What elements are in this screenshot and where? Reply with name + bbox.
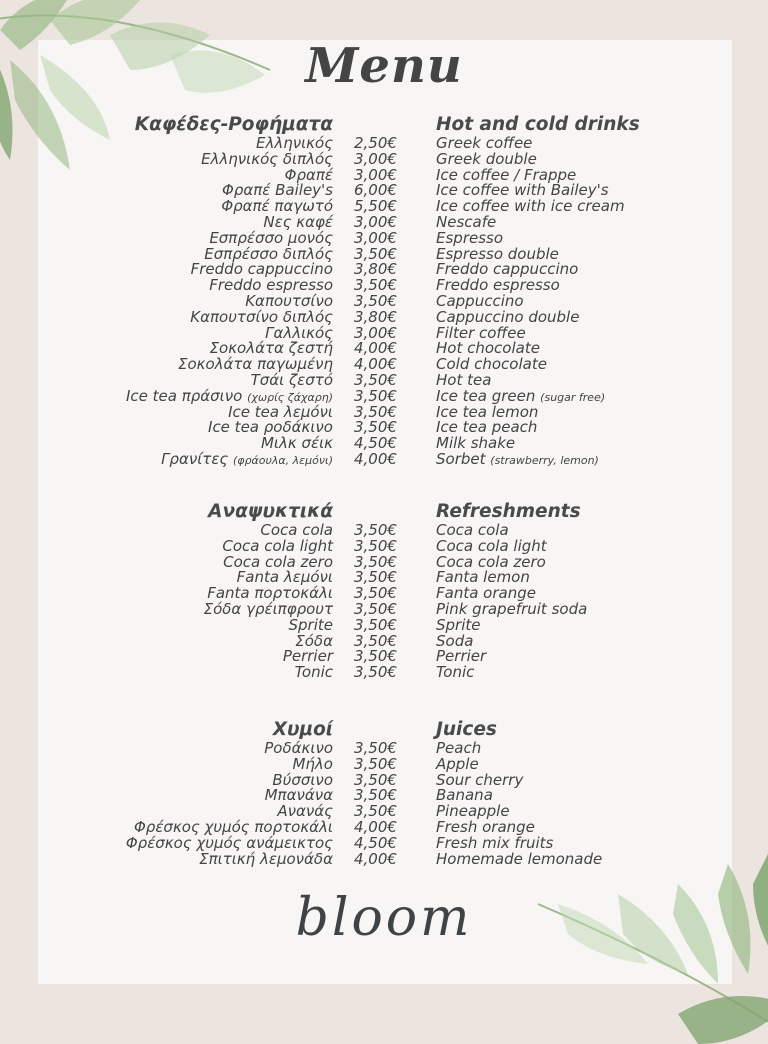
item-name-en: Cold chocolate <box>436 355 547 374</box>
item-name-en: Tonic <box>436 663 475 682</box>
item-price: 3,50€ <box>354 663 397 682</box>
item-price: 3,00€ <box>354 323 397 342</box>
item-list <box>0 741 768 867</box>
item-price: 3,50€ <box>354 291 397 310</box>
item-name-gr: Φραπέ παγωτό <box>221 197 333 216</box>
menu-item-row <box>0 449 768 468</box>
item-name-en: Freddo cappuccino <box>436 260 579 279</box>
item-price: 3,50€ <box>354 568 397 587</box>
item-name-en: Hot chocolate <box>436 339 540 358</box>
item-name-en: Greek double <box>436 149 537 168</box>
item-name-en: Sour cherry <box>436 770 524 789</box>
item-price: 3,00€ <box>354 149 397 168</box>
item-name-en: Fresh mix fruits <box>436 833 554 852</box>
item-name-gr: Ice tea ροδάκινο <box>208 418 333 437</box>
section-heading-gr: Αναψυκτικά <box>208 501 333 522</box>
item-name-en: Soda <box>436 631 474 650</box>
item-name-gr: Φραπέ Bailey's <box>222 181 333 200</box>
section-hot-cold-drinks <box>0 114 768 468</box>
item-name-gr: Καπουτσίνο διπλός <box>190 307 333 326</box>
item-name-gr: Φραπέ <box>284 165 333 184</box>
item-price: 3,50€ <box>354 552 397 571</box>
item-note-gr: (φράουλα, λεμόνι) <box>233 453 333 467</box>
item-name-en: Sprite <box>436 615 481 634</box>
section-refreshments <box>0 501 768 681</box>
item-name-gr: Coca cola light <box>222 536 333 555</box>
item-name-en: Sorbet (strawberry, lemon) <box>436 449 599 468</box>
item-name-gr: Ανανάς <box>277 802 333 821</box>
item-name-gr: Μιλκ σέικ <box>260 434 333 453</box>
item-name-gr: Εσπρέσσο μονός <box>209 228 333 247</box>
item-price: 3,50€ <box>354 802 397 821</box>
section-heading-en: Juices <box>436 719 497 740</box>
section-heading-gr: Χυμοί <box>272 719 333 740</box>
item-name-en: Fresh orange <box>436 817 535 836</box>
item-price: 3,50€ <box>354 615 397 634</box>
item-name-gr: Perrier <box>282 647 333 666</box>
item-name-gr: Tonic <box>294 663 333 682</box>
item-name-gr: Ελληνικός διπλός <box>201 149 333 168</box>
item-name-gr: Σοκολάτα ζεστή <box>209 339 333 358</box>
item-name-en: Ice coffee / Frappe <box>436 165 577 184</box>
item-price: 3,50€ <box>354 631 397 650</box>
item-name-en: Nescafe <box>436 212 497 231</box>
item-name-en: Apple <box>436 754 479 773</box>
section-header <box>0 501 768 523</box>
item-name-en: Milk shake <box>436 434 516 453</box>
item-name-en: Filter coffee <box>436 323 526 342</box>
item-price: 4,00€ <box>354 339 397 358</box>
item-name-en: Fanta orange <box>436 584 536 603</box>
item-name-gr: Σπιτική λεμονάδα <box>199 849 333 868</box>
item-name-gr: Νες καφέ <box>263 212 333 231</box>
item-price: 3,50€ <box>354 599 397 618</box>
item-name-gr: Φρέσκος χυμός ανάμεικτος <box>125 833 333 852</box>
item-price: 4,00€ <box>354 817 397 836</box>
item-name-en: Peach <box>436 739 482 757</box>
item-name-gr: Σόδα γρέιπφρουτ <box>203 599 333 618</box>
item-price: 3,50€ <box>354 754 397 773</box>
item-name-en: Espresso <box>436 228 504 247</box>
item-price: 4,50€ <box>354 833 397 852</box>
item-name-en: Homemade lemonade <box>436 849 603 868</box>
section-juices <box>0 719 768 867</box>
item-name-en: Cappuccino <box>436 291 524 310</box>
item-price: 3,50€ <box>354 244 397 263</box>
item-name-en: Freddo espresso <box>436 276 560 295</box>
item-price: 3,50€ <box>354 386 397 405</box>
item-price: 3,80€ <box>354 260 397 279</box>
item-list <box>0 523 768 681</box>
item-name-gr: Fanta πορτοκάλι <box>207 584 333 603</box>
item-name-gr: Τσάι ζεστό <box>250 370 333 389</box>
item-name-en: Espresso double <box>436 244 559 263</box>
item-price: 4,00€ <box>354 849 397 868</box>
section-header <box>0 114 768 136</box>
item-name-gr: Σοκολάτα παγωμένη <box>177 355 333 374</box>
item-price: 3,50€ <box>354 370 397 389</box>
item-name-en: Coca cola <box>436 521 509 539</box>
brand-logo: bloom <box>295 888 473 948</box>
item-price: 3,00€ <box>354 228 397 247</box>
section-heading-gr: Καφέδες-Ροφήματα <box>134 114 333 135</box>
item-name-gr: Γρανίτες (φράουλα, λεμόνι) <box>161 449 333 468</box>
item-name-en: Ice tea lemon <box>436 402 539 421</box>
item-name-en: Fanta lemon <box>436 568 530 587</box>
item-price: 3,50€ <box>354 402 397 421</box>
item-price: 2,50€ <box>354 134 397 152</box>
item-name-en: Ice tea peach <box>436 418 538 437</box>
menu-item-row <box>0 849 768 868</box>
item-name-gr: Ice tea πράσινο (χωρίς ζάχαρη) <box>125 386 333 405</box>
item-name-en: Ice coffee with ice cream <box>436 197 625 216</box>
item-name-en: Banana <box>436 786 493 805</box>
item-price: 3,50€ <box>354 647 397 666</box>
item-price: 3,50€ <box>354 584 397 603</box>
item-price: 3,00€ <box>354 212 397 231</box>
item-name-gr: Καπουτσίνο <box>245 291 333 310</box>
item-name-en: Ice coffee with Bailey's <box>436 181 609 200</box>
item-price: 4,50€ <box>354 434 397 453</box>
item-price: 3,50€ <box>354 770 397 789</box>
item-name-gr: Freddo espresso <box>209 276 333 295</box>
item-name-en: Pink grapefruit soda <box>436 599 588 618</box>
item-name-gr: Φρέσκος χυμός πορτοκάλι <box>134 817 333 836</box>
item-price: 4,00€ <box>354 449 397 468</box>
item-price: 3,00€ <box>354 165 397 184</box>
item-price: 3,50€ <box>354 418 397 437</box>
item-name-gr: Fanta λεμόνι <box>236 568 333 587</box>
item-name-gr: Μήλο <box>292 754 333 773</box>
item-price: 3,50€ <box>354 536 397 555</box>
item-note-gr: (χωρίς ζάχαρη) <box>247 390 333 404</box>
item-name-gr: Μπανάνα <box>264 786 333 805</box>
item-name-gr: Coca cola <box>260 521 333 539</box>
item-name-en: Pineapple <box>436 802 510 821</box>
item-name-gr: Ελληνικός <box>255 134 333 152</box>
section-header <box>0 719 768 741</box>
item-name-gr: Sprite <box>288 615 333 634</box>
item-name-en: Greek coffee <box>436 134 533 152</box>
item-name-en: Cappuccino double <box>436 307 580 326</box>
item-name-en: Coca cola zero <box>436 552 546 571</box>
section-heading-en: Hot and cold drinks <box>436 114 640 135</box>
item-price: 6,00€ <box>354 181 397 200</box>
item-name-en: Hot tea <box>436 370 492 389</box>
item-name-gr: Freddo cappuccino <box>190 260 333 279</box>
item-name-gr: Ice tea λεμόνι <box>228 402 333 421</box>
item-note-en: (sugar free) <box>540 390 606 404</box>
item-price: 3,50€ <box>354 786 397 805</box>
item-price: 3,50€ <box>354 739 397 757</box>
item-name-en: Perrier <box>436 647 487 666</box>
item-name-gr: Coca cola zero <box>223 552 333 571</box>
item-name-gr: Εσπρέσσο διπλός <box>204 244 333 263</box>
item-list <box>0 136 768 468</box>
item-price: 4,00€ <box>354 355 397 374</box>
item-price: 3,80€ <box>354 307 397 326</box>
item-name-en: Coca cola light <box>436 536 547 555</box>
item-name-gr: Ροδάκινο <box>264 739 333 757</box>
menu-title: Menu <box>305 38 463 94</box>
menu-item-row <box>0 665 768 681</box>
item-note-en: (strawberry, lemon) <box>490 453 599 467</box>
item-name-gr: Βύσσινο <box>272 770 333 789</box>
item-price: 3,50€ <box>354 521 397 539</box>
item-name-gr: Γαλλικός <box>265 323 333 342</box>
item-name-en: Ice tea green (sugar free) <box>436 386 606 405</box>
section-heading-en: Refreshments <box>436 501 581 522</box>
item-price: 5,50€ <box>354 197 397 216</box>
item-name-gr: Σόδα <box>295 631 333 650</box>
item-price: 3,50€ <box>354 276 397 295</box>
